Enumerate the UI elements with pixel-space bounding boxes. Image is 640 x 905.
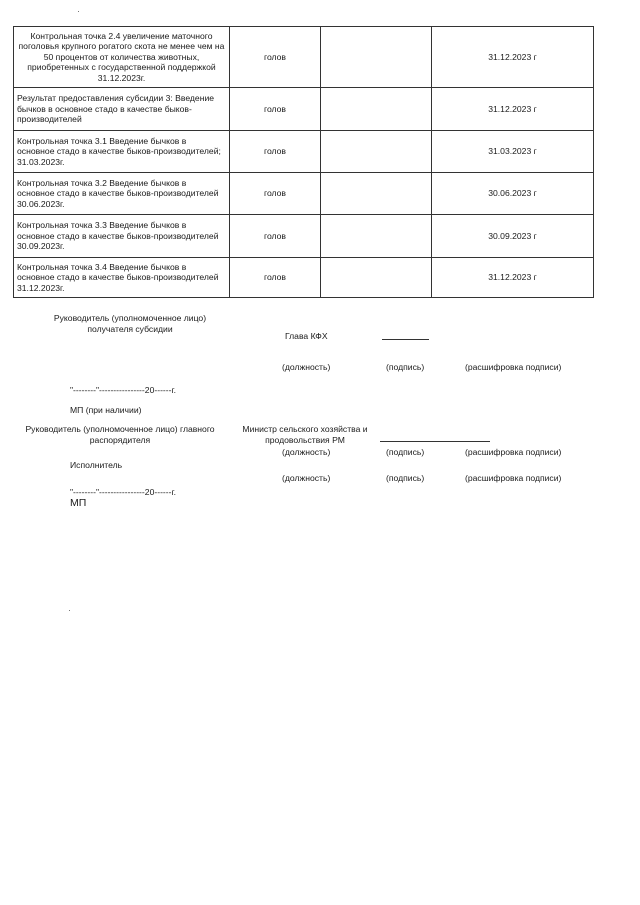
row-date: 30.09.2023 г [432,215,594,258]
executor-label: Исполнитель [70,460,123,470]
date-placeholder: "--------"----------------20------г. [70,385,176,395]
caption-position: (должность) [282,362,331,372]
table-row [14,88,594,131]
manager-position-line2: продовольствия РМ [265,434,345,445]
table-row [14,215,594,258]
row-unit: голов [230,88,321,131]
row-name: Контрольная точка 3.2 Введение бычков в основное стадо в качестве быков-производителей 30.06.2023г. [14,173,230,215]
caption-decoding: (расшифровка подписи) [465,473,562,483]
signature-line [380,441,490,442]
recipient-head-line1: Руководитель (уполномоченное лицо) [53,313,207,323]
row-value [321,173,432,215]
manager-head-line2: распорядителя [89,434,151,445]
date-placeholder: "--------"----------------20------г. [70,487,176,497]
row-unit: голов [230,258,321,298]
row-name: Контрольная точка 2.4 увеличение маточного поголовья крупного рогатого скота не менее чем на 50 процентов от количества животных, приобретенных с государственной поддержкой 31.12.2023г. [14,27,230,88]
row-unit: голов [230,215,321,258]
row-unit: голов [230,131,321,173]
manager-head-label [20,424,220,445]
table-row [14,27,594,88]
manager-position [230,424,380,445]
caption-signature: (подпись) [386,447,425,457]
caption-signature: (подпись) [386,362,425,372]
recipient-head-label [30,313,230,334]
row-unit: голов [230,173,321,215]
table-row [14,258,594,298]
row-value [321,88,432,131]
row-name: Контрольная точка 3.3 Введение бычков в основное стадо в качестве быков-производителей 30.09.2023г. [14,215,230,258]
row-value [321,258,432,298]
caption-decoding: (расшифровка подписи) [465,362,562,372]
row-name: Контрольная точка 3.1 Введение бычков в основное стадо в качестве быков-производителей; 31.03.2023г. [14,131,230,173]
row-date: 30.06.2023 г [432,173,594,215]
caption-decoding: (расшифровка подписи) [465,447,562,457]
caption-position: (должность) [282,473,331,483]
table-row [14,131,594,173]
stamp-label: МП (при наличии) [70,405,142,415]
recipient-position: Глава КФХ [285,331,328,341]
row-value [321,27,432,88]
row-unit: голов [230,27,321,88]
table-row [14,173,594,215]
row-value [321,215,432,258]
row-date: 31.12.2023 г [432,27,594,88]
caption-signature: (подпись) [386,473,425,483]
recipient-head-line2: получателя субсидии [87,323,173,334]
scan-speck [69,610,70,611]
row-value [321,131,432,173]
signature-line [382,339,429,340]
row-name: Контрольная точка 3.4 Введение бычков в основное стадо в качестве быков-производителей 31.12.2023г. [14,258,230,298]
manager-head-line1: Руководитель (уполномоченное лицо) главного [25,424,215,434]
caption-position: (должность) [282,447,331,457]
row-date: 31.03.2023 г [432,131,594,173]
manager-position-line1: Министр сельского хозяйства и [242,424,368,434]
control-points-table [13,26,594,298]
scan-speck [78,11,79,12]
row-date: 31.12.2023 г [432,258,594,298]
stamp-label: МП [70,497,87,509]
row-name: Результат предоставления субсидии 3: Введение бычков в основное стадо в качестве быков-производителей [14,88,230,131]
row-date: 31.12.2023 г [432,88,594,131]
